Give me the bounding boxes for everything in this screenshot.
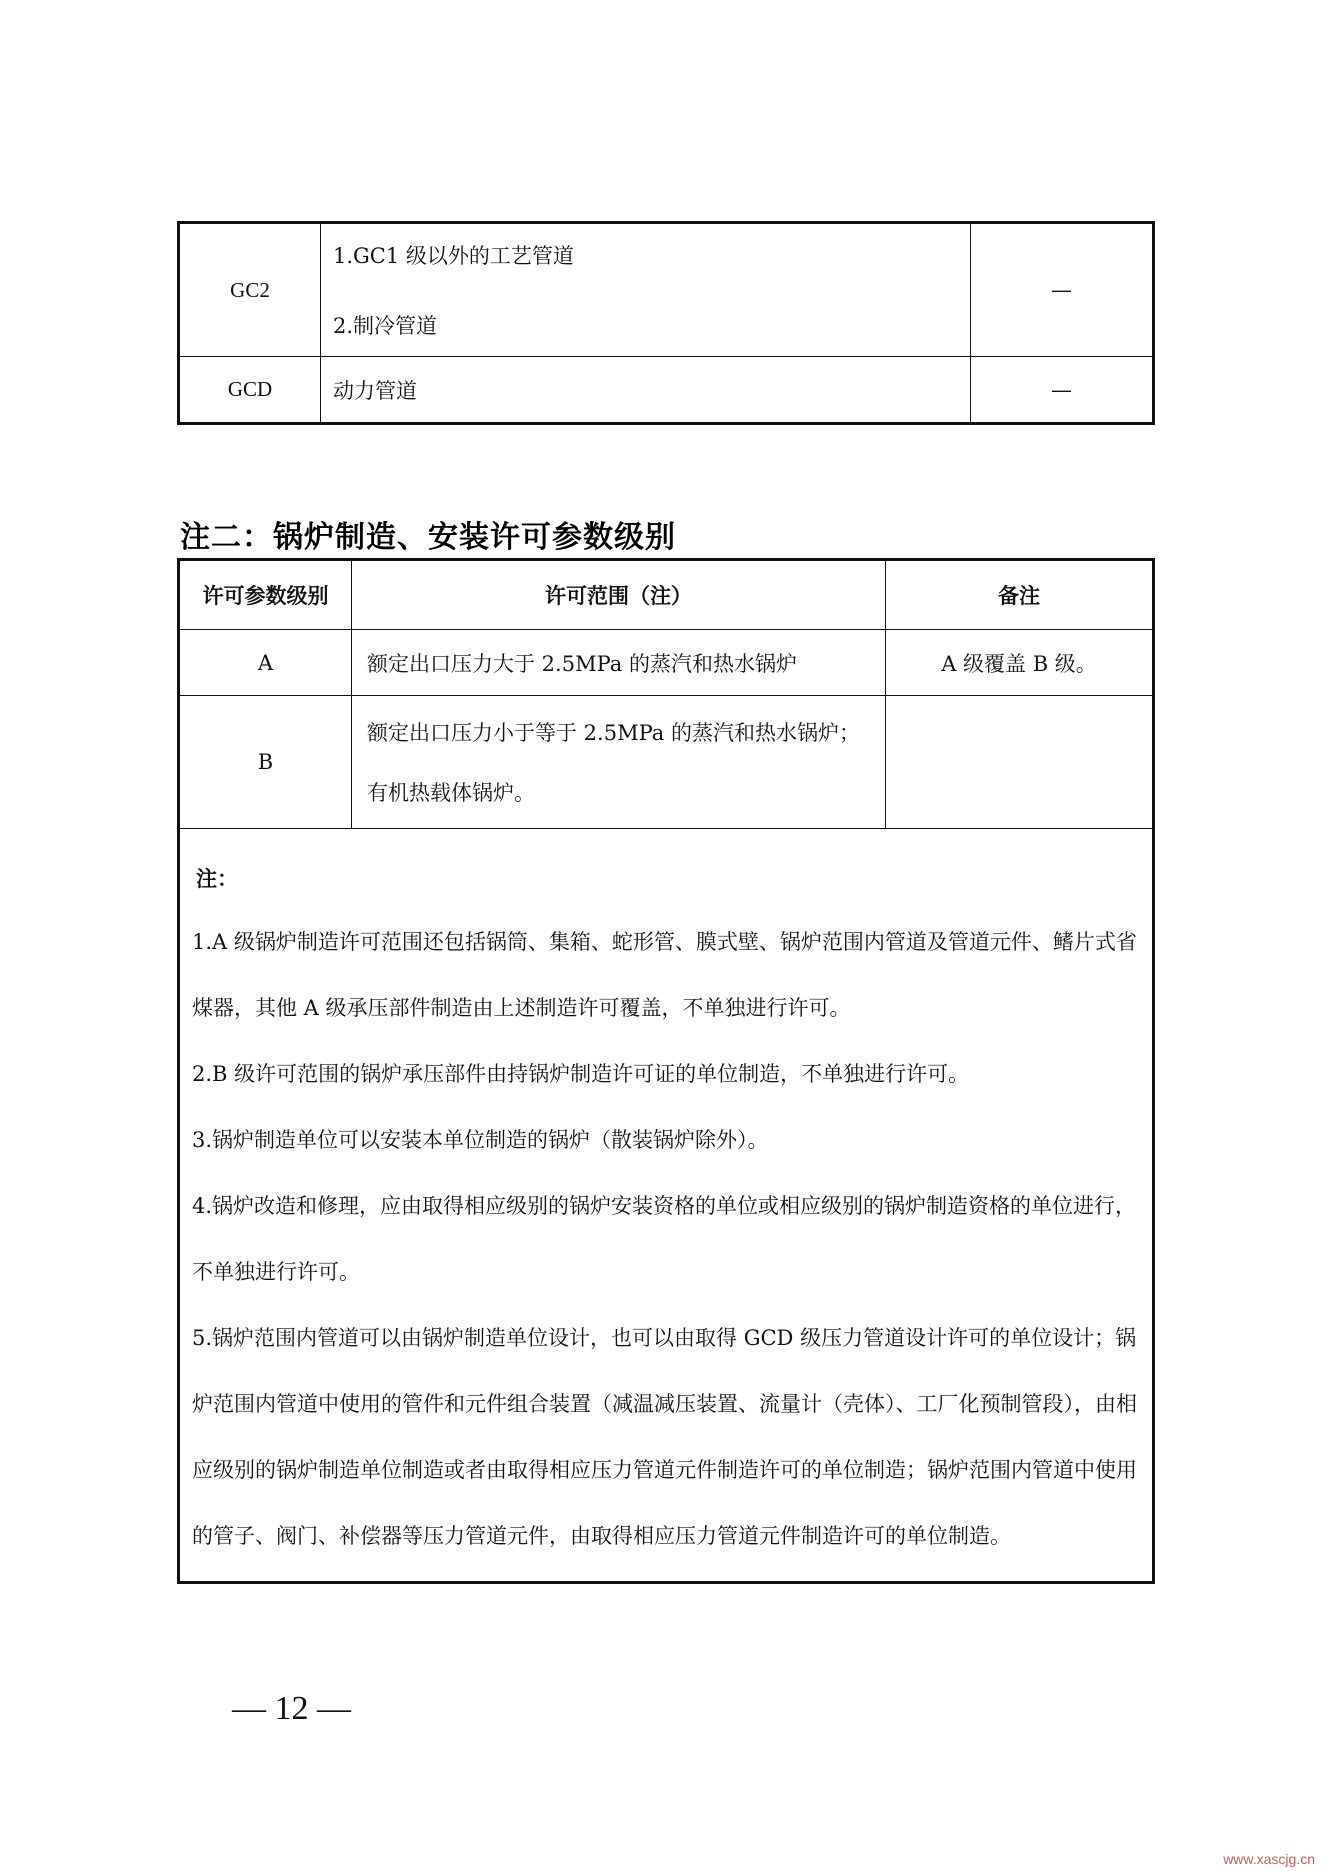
notes-cell (179, 829, 1154, 1583)
table-row (179, 630, 1154, 696)
scope-line: 1.GC1 级以外的工艺管道 (333, 244, 574, 268)
level-code: B (179, 696, 352, 829)
watermark: www.xascjg.cn (1223, 1851, 1315, 1867)
table-header-row (179, 560, 1154, 630)
scope-line: 动力管道 (333, 378, 417, 403)
note-item: 1.A 级锅炉制造许可范围还包括锅筒、集箱、蛇形管、膜式壁、锅炉范围内管道及管道元件、鳍片式省煤器，其他 A 级承压部件制造由上述制造许可覆盖，不单独进行许可。 (192, 930, 1137, 1020)
level-code: GCD (179, 357, 321, 424)
table-row (179, 696, 1154, 829)
remark-cell: — (971, 223, 1154, 357)
range-line: 额定出口压力小于等于 2.5MPa 的蒸汽和热水锅炉； (367, 721, 860, 745)
range-line: 额定出口压力大于 2.5MPa 的蒸汽和热水锅炉 (367, 651, 797, 676)
scope-cell (321, 357, 971, 424)
table-row (179, 223, 1154, 357)
page-number: — 12 — (232, 1690, 351, 1727)
notes-title: 注： (196, 867, 238, 891)
section-heading: 注二：锅炉制造、安装许可参数级别 (180, 520, 676, 555)
range-cell (352, 696, 886, 829)
notes-row (179, 829, 1154, 1583)
pipeline-level-table (177, 221, 1155, 425)
note-item: 3.锅炉制造单位可以安装本单位制造的锅炉（散装锅炉除外）。 (192, 1128, 769, 1152)
level-code: A (179, 630, 352, 696)
scope-cell (321, 223, 971, 357)
note-item: 4.锅炉改造和修理，应由取得相应级别的锅炉安装资格的单位或相应级别的锅炉制造资格的单位进行，不单独进行许可。 (192, 1194, 1137, 1284)
remark-cell: — (971, 357, 1154, 424)
header-remark: 备注 (886, 560, 1154, 630)
note-item: 2.B 级许可范围的锅炉承压部件由持锅炉制造许可证的单位制造，不单独进行许可。 (192, 1062, 970, 1086)
scope-line: 2.制冷管道 (333, 314, 438, 338)
range-line: 有机热载体锅炉。 (367, 781, 535, 805)
header-level: 许可参数级别 (179, 560, 352, 630)
range-cell (352, 630, 886, 696)
remark-cell: A 级覆盖 B 级。 (886, 630, 1154, 696)
remark-cell (886, 696, 1154, 829)
note-item: 5.锅炉范围内管道可以由锅炉制造单位设计，也可以由取得 GCD 级压力管道设计许可的单位设计；锅炉范围内管道中使用的管件和元件组合装置（减温减压装置、流量计（壳体）、工厂化预制管段），由相应级别的锅炉制造单位制造或者由取得相应压力管道元件制造许可的单位制造；锅炉范围内管道中使用的管子、阀门、补偿器等压力管道元件，由取得相应压力管道元件制造许可的单位制造。 (192, 1326, 1137, 1548)
table-row (179, 357, 1154, 424)
level-code: GC2 (179, 223, 321, 357)
boiler-license-table (177, 558, 1155, 1584)
header-range: 许可范围（注） (352, 560, 886, 630)
